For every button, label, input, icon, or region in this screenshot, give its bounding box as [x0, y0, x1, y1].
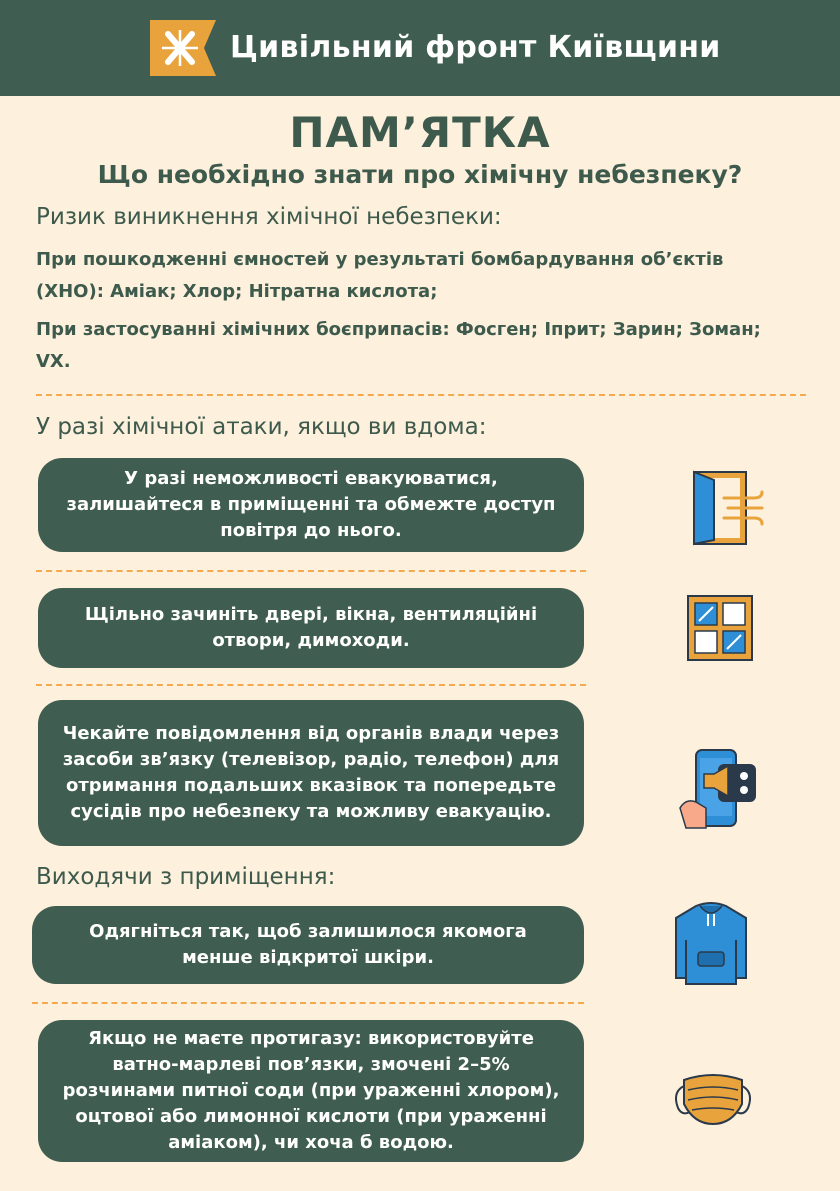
- leaving-label: Виходячи з приміщення:: [36, 864, 336, 890]
- instruction-card: У разі неможливості евакуюватися, залишайтеся в приміщенні та обмежте доступ повітря до нього.: [38, 458, 584, 552]
- door-wind-icon: [688, 468, 768, 548]
- phone-megaphone-icon: [678, 746, 762, 834]
- page-subtitle: Що необхідно знати про хімічну небезпеку?: [97, 160, 743, 189]
- divider: [36, 684, 586, 686]
- divider: [32, 1002, 584, 1004]
- hoodie-icon: [668, 900, 754, 986]
- divider: [36, 394, 806, 396]
- risk-label: Ризик виникнення хімічної небезпеки:: [36, 204, 502, 230]
- instruction-card: Якщо не маєте протигазу: використовуйте ватно-марлеві пов’язки, змочені 2–5% розчинами питної соди (при ураженні хлором), оцтової або лимонної кислоти (при ураженні аміаком), чи хоча б водою.: [38, 1020, 584, 1162]
- risk-paragraph-1: При пошкодженні ємностей у результаті бомбардування об’єктів (ХНО): Аміак; Хлор; Нітратна кислота;: [36, 249, 724, 302]
- header-bar: [0, 0, 840, 96]
- page-title: ПАМ’ЯТКА: [289, 108, 551, 157]
- org-name: Цивільний фронт Київщини: [230, 30, 721, 65]
- risk-paragraph-2: При застосуванні хімічних боєприпасів: Фосген; Іприт; Зарин; Зоман; VX.: [36, 319, 761, 372]
- cross-star-logo: [150, 20, 216, 76]
- face-mask-icon: [672, 1068, 754, 1128]
- at-home-label: У разі хімічної атаки, якщо ви вдома:: [36, 414, 487, 440]
- instruction-card: Щільно зачиніть двері, вікна, вентиляційні отвори, димоходи.: [38, 588, 584, 668]
- instruction-card: Чекайте повідомлення від органів влади через засоби зв’язку (телевізор, радіо, телефон) для отримання подальших вказівок та попередьте сусідів про небезпеку та можливу евакуацію.: [38, 700, 584, 846]
- instruction-card: Одягніться так, щоб залишилося якомога менше відкритої шкіри.: [32, 906, 584, 984]
- window-icon: [686, 594, 754, 662]
- divider: [36, 570, 586, 572]
